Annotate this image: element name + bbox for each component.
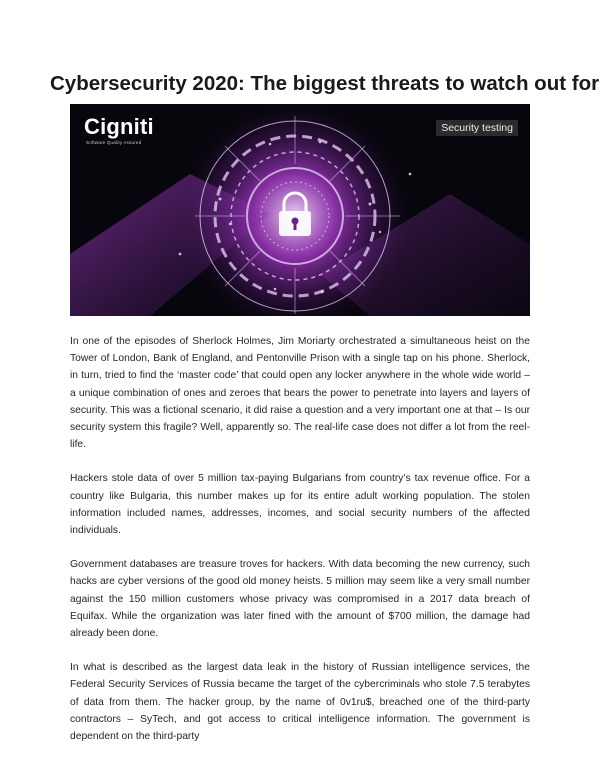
paragraph-3: Government databases are treasure troves for hackers. With data becoming the new currency, such hacks are cyber versions of the good old money heists. 5 million may seem like a very small number against the 150 million customers whose privacy was compromised in a 2017 data breach of Equifax. While the organization was later fined with the amount of $700 million, the damage had already been done. <box>70 559 530 640</box>
paragraph-2: Hackers stole data of over 5 million tax-paying Bulgarians from country’s tax revenue office. For a country like Bulgaria, this number makes up for its entire adult working population. The stolen information included names, addresses, incomes, and social security numbers of the affected individuals. <box>70 473 530 537</box>
logo-tagline: Software Quality Assured <box>86 140 142 145</box>
hero-image <box>70 104 530 316</box>
page-title: Cybersecurity 2020: The biggest threats to watch out for <box>50 72 600 95</box>
cigniti-logo: Cigniti <box>84 114 154 139</box>
paragraph-1: In one of the episodes of Sherlock Holmes, Jim Moriarty orchestrated a simultaneous heist on the Tower of London, Bank of England, and Pentonville Prison with a single tap on his phone. Sherlock, in turn, tried to find the ‘master code’ that could open any locker anywhere in the whole wide world – a unique combination of ones and zeroes that bears the power to penetrate into layers and layers of security. This was a fictional scenario, it did raise a question and a very important one at that – Is our security system this fragile? Well, apparently so. The real-life case does not differ a lot from the reel-life. <box>70 336 530 451</box>
article-body <box>70 333 530 762</box>
security-testing-badge: Security testing <box>436 120 518 136</box>
paragraph-4: In what is described as the largest data leak in the history of Russian intelligence services, the Federal Security Services of Russia became the target of the cybercriminals who stole 7.5 terabytes of data from them. The hacker group, by the name of 0v1ru$, breached one of the third-party contractors – SyTech, and got access to critical intelligence information. The government is dependent on the third-party <box>70 662 530 743</box>
